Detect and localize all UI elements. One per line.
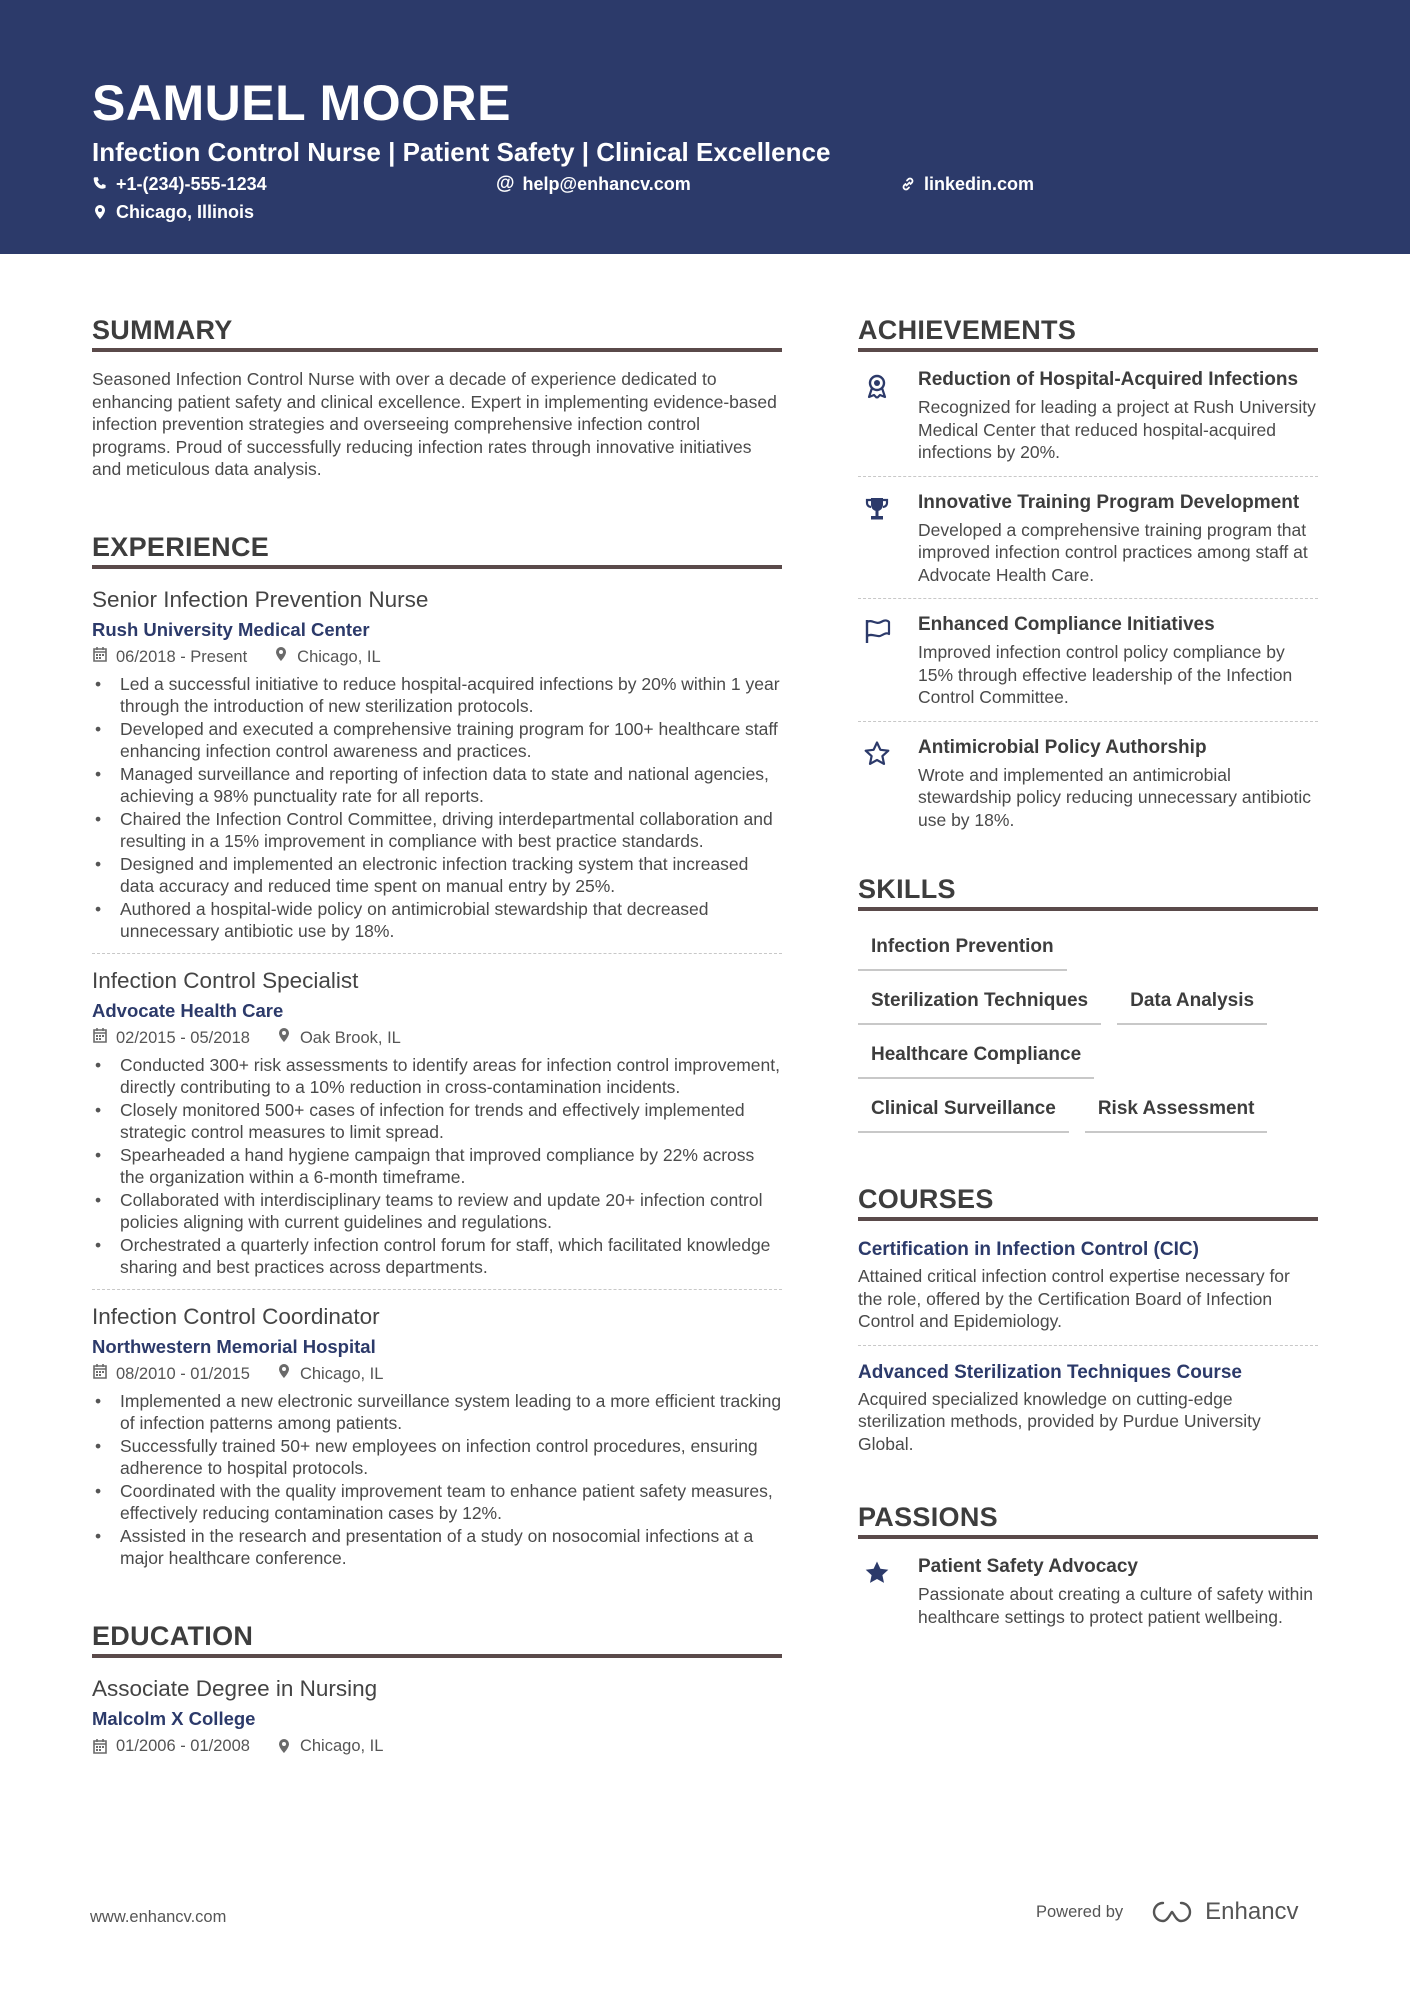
flag-icon [858, 613, 896, 709]
course-title: Certification in Infection Control (CIC) [858, 1239, 1199, 1260]
skill-tag: Risk Assessment [1085, 1095, 1268, 1133]
calendar-icon [92, 1026, 108, 1050]
course-item [858, 1360, 1318, 1468]
summary-text: Seasoned Infection Control Nurse with over a decade of experience dedicated to enhancing patient safety and clinical excellence. Expert in implementing evidence-based infection prevention strategies and overseeing comprehensive infection control programs. Proud of successfully reducing infection rates through innovative initiatives and meticulous data analysis. [92, 369, 777, 479]
job-bullet: • Designed and implemented an electronic infection tracking system that increased data accuracy and reduced time spent on manual entry by 25%. [92, 853, 782, 898]
skill-tag: Data Analysis [1117, 987, 1267, 1025]
job-dates-text: 08/2010 - 01/2015 [116, 1364, 250, 1383]
footer-branding [1036, 1898, 1299, 1926]
job-list [92, 585, 782, 1580]
company-name: Northwestern Memorial Hospital [92, 1335, 376, 1357]
summary-heading: SUMMARY [92, 312, 782, 352]
course-title: Advanced Sterilization Techniques Course [858, 1361, 1242, 1383]
education-heading: EDUCATION [92, 1618, 782, 1658]
job-title: Senior Infection Prevention Nurse [92, 586, 429, 612]
course-description: Acquired specialized knowledge on cutting-edge sterilization methods, provided by Purdue University Global. [858, 1388, 1261, 1454]
company-name: Rush University Medical Center [92, 618, 370, 640]
candidate-name: SAMUEL MOORE [92, 75, 511, 131]
achievement-description: Improved infection control policy compliance by 15% through effective leadership of the Infection Control Committee. [918, 642, 1293, 707]
job-entry [92, 585, 782, 954]
location-pin-icon [276, 1362, 292, 1386]
email-text: help@enhancv.com [522, 174, 691, 194]
achievement-body [918, 491, 1318, 587]
achievement-description: Recognized for leading a project at Rush University Medical Center that reduced hospital-acquired infections by 20%. [918, 397, 1316, 462]
job-bullet: • Conducted 300+ risk assessments to identify areas for infection control improvement, directly contributing to a 10% reduction in cross-contamination incidents. [92, 1054, 782, 1099]
achievement-description: Wrote and implemented an antimicrobial stewardship policy reducing unnecessary antibiotic use by 18%. [918, 764, 1311, 830]
course-list [858, 1237, 1318, 1467]
courses-heading: COURSES [858, 1181, 1318, 1221]
job-dates-text: 02/2015 - 05/2018 [116, 1028, 250, 1047]
calendar-icon [92, 1738, 108, 1754]
calendar-icon [92, 1362, 108, 1386]
education-location [276, 1734, 383, 1758]
job-meta [92, 645, 782, 669]
brand-text: Enhancv [1205, 1898, 1299, 1925]
contact-phone[interactable] [92, 172, 267, 196]
job-location [276, 1026, 401, 1050]
job-bullet: • Spearheaded a hand hygiene campaign that improved compliance by 22% across the organization within a 6-month timeframe. [92, 1144, 782, 1189]
achievement-item [858, 736, 1318, 844]
at-icon: @ [496, 173, 515, 194]
passions-section [858, 1499, 1318, 1640]
job-title: Infection Control Coordinator [92, 1303, 380, 1329]
skill-row [858, 933, 1318, 971]
contact-location [92, 200, 254, 224]
summary-section [92, 312, 782, 481]
education-meta [92, 1734, 782, 1758]
achievement-title: Reduction of Hospital-Acquired Infections [918, 369, 1299, 390]
achievement-description: Developed a comprehensive training program that improved infection control practices among staff at Advocate Health Care. [918, 519, 1308, 585]
location-pin-icon [276, 1738, 292, 1754]
job-bullet: • Assisted in the research and presentation of a study on nosocomial infections at a major healthcare conference. [92, 1525, 782, 1570]
job-location [273, 645, 380, 669]
course-description: Attained critical infection control expertise necessary for the role, offered by the Certification Board of Infection Control and Epidemiology. [858, 1266, 1290, 1331]
location-pin-icon [273, 645, 289, 669]
footer-website[interactable]: www.enhancv.com [90, 1908, 227, 1926]
job-bullet: • Coordinated with the quality improvement team to enhance patient safety measures, effectively reducing contamination cases by 12%. [92, 1480, 782, 1525]
job-meta [92, 1362, 782, 1386]
education-school: Malcolm X College [92, 1707, 256, 1729]
passion-title: Patient Safety Advocacy [918, 1556, 1138, 1577]
right-column [858, 312, 1318, 1654]
skills-heading: SKILLS [858, 871, 1318, 911]
job-bullet: • Chaired the Infection Control Committee, driving interdepartmental collaboration and resulting in a 15% improvement in compliance with best practice standards. [92, 808, 782, 853]
job-bullet: • Successfully trained 50+ new employees on infection control procedures, ensuring adherence to hospital protocols. [92, 1435, 782, 1480]
job-bullet: • Authored a hospital-wide policy on antimicrobial stewardship that decreased unnecessary antibiotic use by 18%. [92, 898, 782, 943]
skill-tag: Clinical Surveillance [858, 1095, 1069, 1133]
contact-linkedin[interactable] [900, 172, 1034, 196]
job-bullet: • Developed and executed a comprehensive training program for 100+ healthcare staff enhancing infection control awareness and practices. [92, 718, 782, 763]
education-dates [92, 1734, 250, 1758]
candidate-title: Infection Control Nurse | Patient Safety | Clinical Excellence [92, 137, 831, 167]
skill-tag: Healthcare Compliance [858, 1041, 1094, 1079]
achievement-title: Enhanced Compliance Initiatives [918, 614, 1215, 635]
linkedin-text: linkedin.com [924, 174, 1035, 194]
job-bullets [92, 673, 782, 943]
contact-email[interactable] [496, 172, 691, 196]
job-bullet: • Orchestrated a quarterly infection control forum for staff, which facilitated knowledge sharing and best practices across departments. [92, 1234, 782, 1279]
job-bullet: • Collaborated with interdisciplinary teams to review and update 20+ infection control policies aligning with current guidelines and regulations. [92, 1189, 782, 1234]
education-degree: Associate Degree in Nursing [92, 1675, 378, 1701]
experience-section [92, 529, 782, 1580]
experience-heading: EXPERIENCE [92, 529, 782, 569]
job-bullet: • Implemented a new electronic surveillance system leading to a more efficient tracking of infection patterns among patients. [92, 1390, 782, 1435]
achievements-heading: ACHIEVEMENTS [858, 312, 1318, 352]
achievements-section [858, 312, 1318, 843]
medal-icon [858, 368, 896, 464]
job-meta [92, 1026, 782, 1050]
skill-list [858, 933, 1318, 1133]
powered-by-text: Powered by [1036, 1902, 1124, 1921]
calendar-icon [92, 645, 108, 669]
skill-row [858, 1095, 1318, 1133]
courses-section [858, 1181, 1318, 1467]
skills-section [858, 871, 1318, 1133]
star-filled-icon [858, 1555, 896, 1628]
location-pin-icon [276, 1026, 292, 1050]
education-section [92, 1618, 782, 1758]
resume-header [0, 0, 1410, 254]
job-location-text: Oak Brook, IL [299, 1028, 401, 1047]
location-text: Chicago, Illinois [116, 202, 255, 222]
skill-tag: Sterilization Techniques [858, 987, 1101, 1025]
job-bullets [92, 1054, 782, 1279]
skill-tag: Infection Prevention [858, 933, 1067, 971]
job-location-text: Chicago, IL [299, 1364, 384, 1383]
job-location [276, 1362, 383, 1386]
achievement-title: Innovative Training Program Development [918, 491, 1300, 513]
link-icon [900, 176, 916, 192]
skill-row [858, 1041, 1318, 1079]
trophy-icon [858, 491, 896, 587]
achievement-body [918, 613, 1318, 709]
job-bullet: • Led a successful initiative to reduce hospital-acquired infections by 20% within 1 year through the introduction of new sterilization protocols. [92, 673, 782, 718]
passion-description: Passionate about creating a culture of safety within healthcare settings to protect patient wellbeing. [918, 1584, 1313, 1627]
job-dates [92, 1362, 250, 1386]
passion-item [858, 1555, 1318, 1640]
achievement-title: Antimicrobial Policy Authorship [918, 736, 1207, 758]
achievement-list [858, 368, 1318, 843]
achievement-item [858, 491, 1318, 600]
achievement-body [918, 736, 1318, 832]
left-column [92, 312, 782, 1758]
job-entry [92, 966, 782, 1290]
star-outline-icon [858, 736, 896, 832]
achievement-item [858, 368, 1318, 477]
company-name: Advocate Health Care [92, 999, 284, 1021]
job-entry [92, 1302, 782, 1580]
passion-body [918, 1555, 1318, 1628]
enhancv-logo[interactable] [1149, 1898, 1298, 1926]
education-dates-text: 01/2006 - 01/2008 [116, 1736, 250, 1755]
education-location-text: Chicago, IL [299, 1736, 384, 1755]
phone-text: +1-(234)-555-1234 [116, 174, 267, 194]
passion-list [858, 1555, 1318, 1640]
job-location-text: Chicago, IL [297, 647, 381, 666]
phone-icon [92, 176, 108, 192]
job-dates-text: 06/2018 - Present [116, 647, 248, 666]
enhancv-logo-icon [1149, 1899, 1195, 1925]
location-pin-icon [92, 204, 108, 220]
skill-row [858, 987, 1318, 1025]
job-title: Infection Control Specialist [92, 967, 359, 993]
job-dates [92, 1026, 250, 1050]
passions-heading: PASSIONS [858, 1499, 1318, 1539]
job-bullet: • Managed surveillance and reporting of infection data to state and national agencies, achieving a 98% punctuality rate for all reports. [92, 763, 782, 808]
job-bullet: • Closely monitored 500+ cases of infection for trends and effectively implemented strategic control measures to limit spread. [92, 1099, 782, 1144]
job-dates [92, 645, 247, 669]
job-bullets [92, 1390, 782, 1570]
course-item [858, 1237, 1318, 1346]
achievement-item [858, 613, 1318, 722]
achievement-body [918, 368, 1318, 464]
